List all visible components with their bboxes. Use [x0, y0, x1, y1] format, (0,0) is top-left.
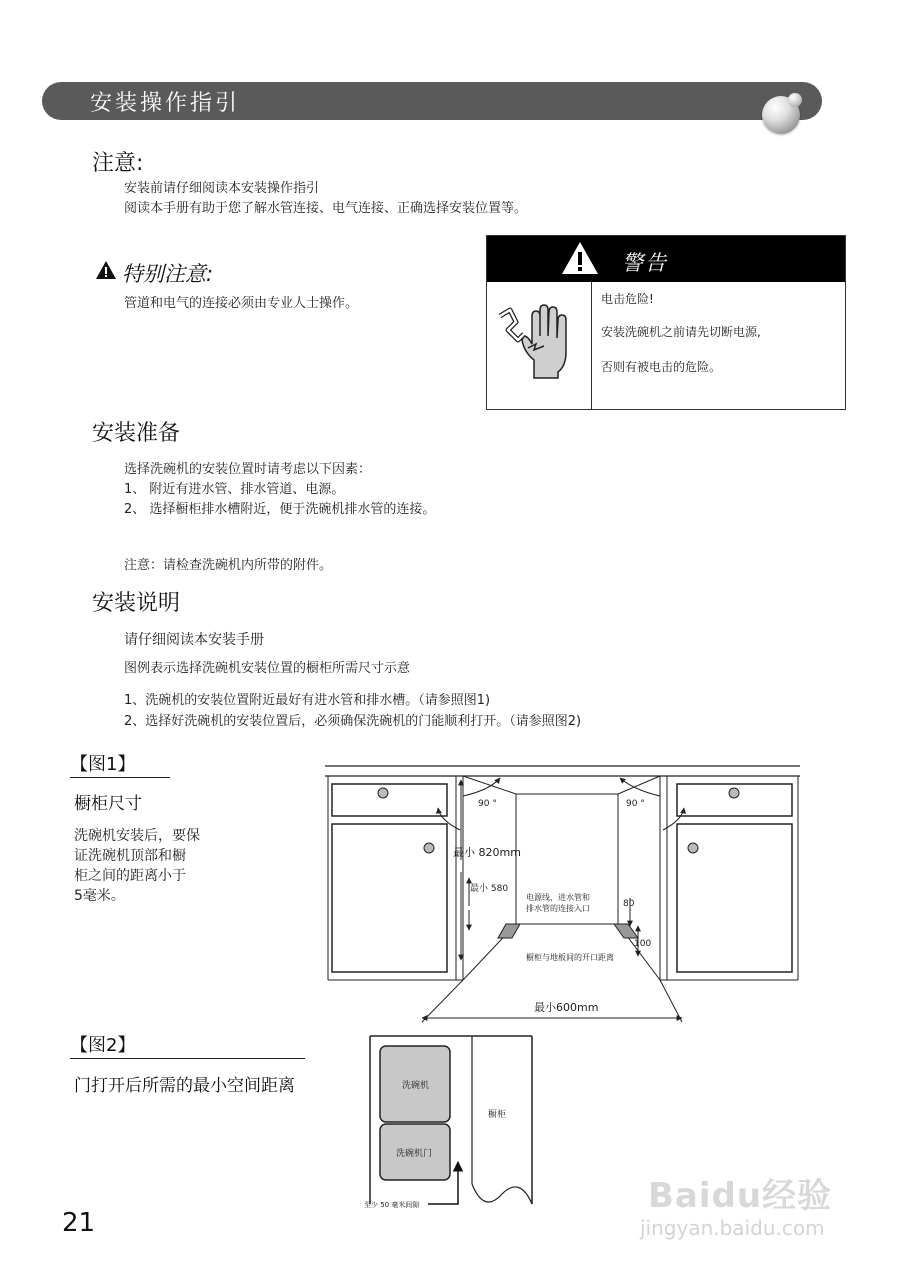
inlet-label-1: 电源线，进水管和 [526, 893, 590, 902]
height-820-label: 最小 820mm [453, 846, 521, 859]
prep-item-2: 2、 选择橱柜排水槽附近，便于洗碗机排水管的连接。 [124, 502, 436, 517]
angle-left-label: 90 ° [478, 799, 497, 809]
instructions-heading: 安装说明 [92, 591, 181, 616]
prep-heading: 安装准备 [92, 421, 181, 446]
height-580-label: 最小 580 [470, 884, 509, 894]
width-600-label: 最小600mm [534, 1001, 599, 1014]
fig1-desc-2: 证洗碗机顶部和橱 [74, 848, 186, 864]
fig1-label: 【图1】 [70, 754, 136, 775]
gap-label: 橱柜与地板间的开口距离 [526, 953, 614, 962]
warning-triangle-icon [95, 260, 117, 280]
notice-line-1: 安装前请仔细阅读本安装操作指引 [124, 181, 320, 196]
fig2-label: 【图2】 [70, 1035, 136, 1056]
page-number: 21 [62, 1208, 96, 1238]
fig1-desc-4: 5毫米。 [74, 888, 125, 904]
electric-shock-hand-icon [494, 300, 580, 382]
prep-note: 注意：请检查洗碗机内所带的附件。 [124, 558, 333, 573]
dim-80-label: 80 [623, 899, 635, 909]
instructions-line-2: 图例表示选择洗碗机安装位置的橱柜所需尺寸示意 [124, 661, 411, 676]
instructions-item-1: 1、洗碗机的安装位置附近最好有进水管和排水槽。（请参照图1) [124, 693, 491, 708]
fig1-desc-1: 洗碗机安装后，要保 [74, 828, 200, 844]
door-clearance-diagram [360, 1034, 540, 1220]
cabinet-dimension-diagram [320, 760, 810, 1030]
fig1-desc-3: 柜之间的距离小于 [74, 868, 186, 884]
angle-right-label: 90 ° [626, 799, 645, 809]
door-label: 洗碗机门 [396, 1149, 433, 1159]
inlet-label-2: 排水管的连接入口 [526, 904, 590, 913]
warning-title: 警告 [622, 251, 668, 275]
special-notice-text: 管道和电气的连接必须由专业人士操作。 [124, 296, 359, 311]
instructions-line-1: 请仔细阅读本安装手册 [124, 632, 264, 648]
warning-line-2: 安装洗碗机之前请先切断电源, [601, 325, 761, 339]
dim-100-label: 100 [634, 939, 652, 949]
page-title: 安装操作指引 [90, 91, 241, 116]
watermark-url: jingyan.baidu.com [640, 1216, 825, 1240]
small-bubble-icon [788, 93, 802, 107]
fig1-underline [70, 777, 170, 778]
watermark-brand: Baidu经验 [648, 1176, 833, 1216]
special-notice-heading: 特别注意: [122, 262, 214, 286]
notice-line-2: 阅读本手册有助于您了解水管连接、电气连接、正确选择安装位置等。 [124, 201, 528, 216]
clearance-label: 至少 50 毫米间隙 [364, 1201, 420, 1209]
dishwasher-label: 洗碗机 [402, 1081, 430, 1091]
warning-triangle-white-icon [560, 240, 600, 276]
prep-intro: 选择洗碗机的安装位置时请考虑以下因素： [124, 462, 372, 477]
notice-heading: 注意: [92, 151, 144, 176]
prep-item-1: 1、 附近有进水管、排水管道、电源。 [124, 482, 345, 497]
warning-line-1: 电击危险! [601, 292, 654, 306]
fig1-title: 橱柜尺寸 [74, 794, 142, 814]
warning-divider [591, 282, 592, 410]
warning-line-3: 否则有被电击的危险。 [601, 360, 722, 374]
cabinet-label: 橱柜 [488, 1110, 507, 1120]
instructions-item-2: 2、选择好洗碗机的安装位置后，必须确保洗碗机的门能顺利打开。（请参照图2) [124, 714, 582, 729]
fig2-underline [70, 1058, 305, 1059]
fig2-title: 门打开后所需的最小空间距离 [74, 1076, 295, 1096]
